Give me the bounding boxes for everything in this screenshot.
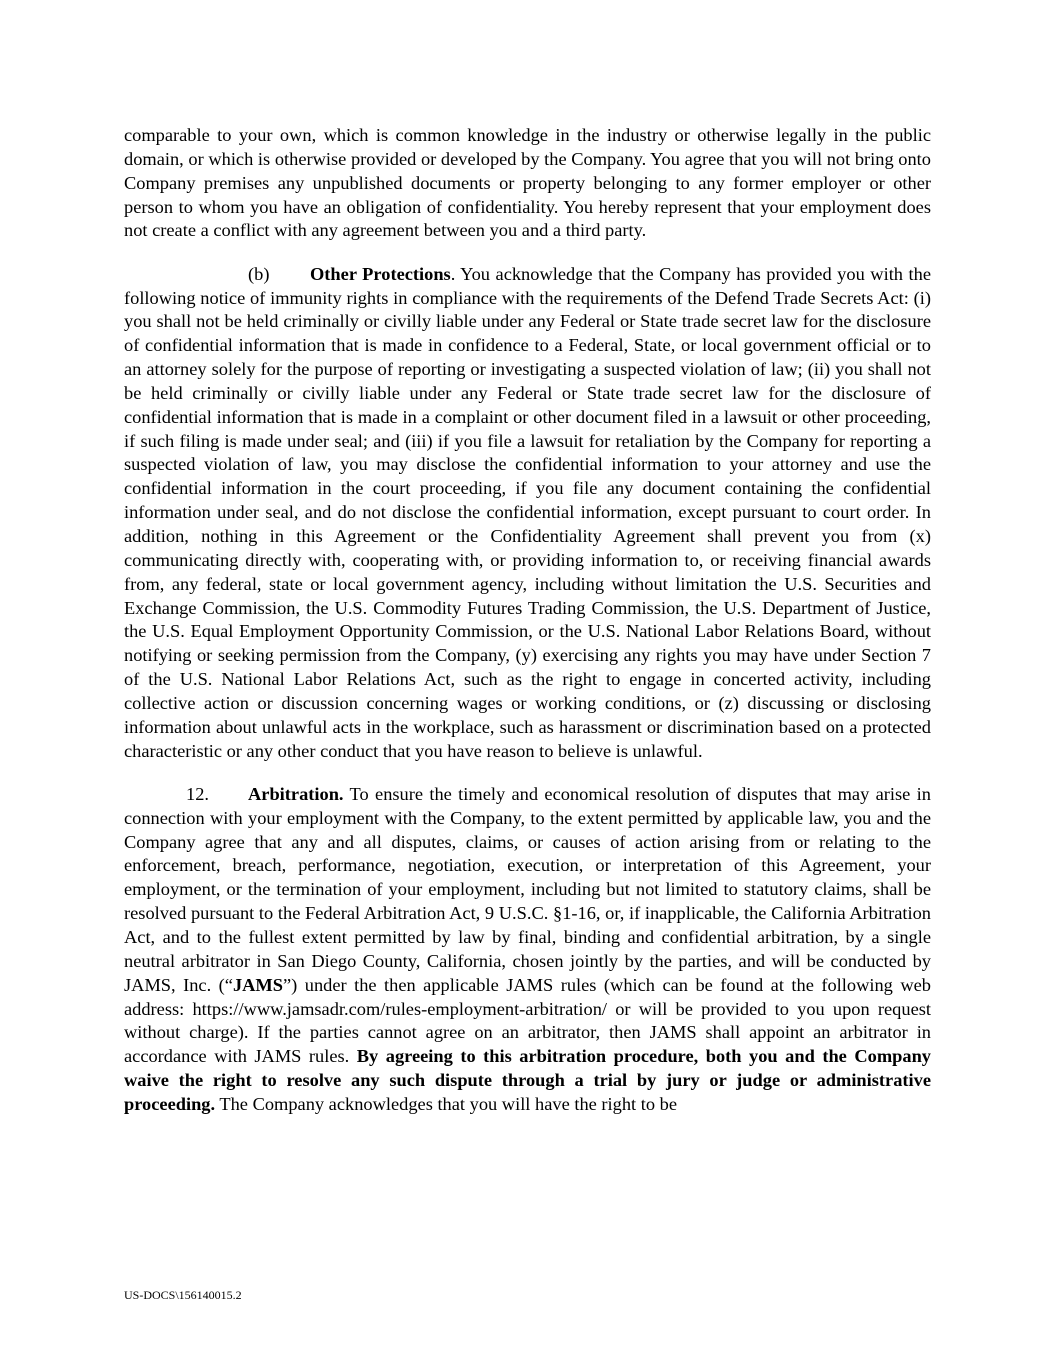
paragraph-b-other-protections	[124, 263, 931, 764]
jury-waiver-clause: By agreeing to this arbitration procedure, both you and the Company waive the right to resolve any such dispute through a trial by jury or judge or administrative proceeding.	[124, 1046, 931, 1114]
section-body-3: The Company acknowledges that you will have the right to be	[215, 1093, 677, 1114]
footer-doc-id: US-DOCS\156140015.2	[124, 1288, 242, 1302]
subsection-body: . You acknowledge that the Company has provided you with the following notice of immunity rights in compliance with the requirements of the Defend Trade Secrets Act: (i) you shall not be held criminally or civilly liable under any Federal or State trade secret law for the disclosure of confidential information that is made in confidence to a Federal, State, or local government official or to an attorney solely for the purpose of reporting or investigating a suspected violation of law; (ii) you shall not be held criminally or civilly liable under any Federal or State trade secret law for the disclosure of confidential information that is made in a complaint or other document filed in a lawsuit or other proceeding, if such filing is made under seal; and (iii) if you file a lawsuit for retaliation by the Company for reporting a suspected violation of law, you may disclose the confidential information to your attorney and use the confidential information in the court proceeding, if you file any document containing the confidential information under seal, and do not disclose the confidential information, except pursuant to court order. In addition, nothing in this Agreement or the Confidentiality Agreement shall prevent you from (x) communicating directly with, cooperating with, or providing information to, or receiving financial awards from, any federal, state or local government agency, including without limitation the U.S. Securities and Exchange Commission, the U.S. Commodity Futures Trading Commission, the U.S. Department of Justice, the U.S. Equal Employment Opportunity Commission, or the U.S. National Labor Relations Board, without notifying or seeking permission from the Company, (y) exercising any rights you may have under Section 7 of the U.S. National Labor Relations Act, such as the right to engage in concerted activity, including collective action or discussion concerning wages or working conditions, or (z) discussing or disclosing information about unlawful acts in the workplace, such as harassment or discrimination based on a protected characteristic or any other conduct that you have reason to believe is unlawful.	[124, 263, 932, 761]
subsection-heading: Other Protections	[310, 263, 451, 284]
section-heading: Arbitration.	[248, 783, 344, 804]
document-page	[124, 124, 931, 1117]
section-number: 12.	[186, 783, 209, 804]
section-12-arbitration	[124, 783, 931, 1117]
subsection-marker: (b)	[248, 263, 270, 284]
section-body-1: To ensure the timely and economical resolution of disputes that may arise in connection with your employment with the Company, to the extent permitted by applicable law, you and the Company agree that any and all disputes, claims, or causes of action arising from or relating to the enforcement, breach, performance, negotiation, execution, or interpretation of this Agreement, your employment, or the termination of your employment, including but not limited to statutory claims, shall be resolved pursuant to the Federal Arbitration Act, 9 U.S.C. §1-16, or, if inapplicable, the California Arbitration Act, and to the fullest extent permitted by law by final, binding and confidential arbitration, by a single neutral arbitrator in San Diego County, California, chosen jointly by the parties, and will be conducted by JAMS, Inc. (“	[124, 783, 931, 995]
paragraph-a-continuation: comparable to your own, which is common knowledge in the industry or otherwise legally in the public domain, or which is otherwise provided or developed by the Company. You agree that you will not bring onto Company premises any unpublished documents or property belonging to any former employer or other person to whom you have an obligation of confidentiality. You hereby represent that your employment does not create a conflict with any agreement between you and a third party.	[124, 125, 931, 241]
section-body-2: ”) under the then applicable JAMS rules (which can be found at the following web address: https://www.jamsadr.com/rules-employment-arbitration/ or will be provided to you upon request without charge). If the parties cannot agree on an arbitrator, then JAMS shall appoint an arbitrator in accordance with JAMS rules.	[124, 974, 931, 1067]
defined-term-jams: JAMS	[232, 974, 283, 995]
